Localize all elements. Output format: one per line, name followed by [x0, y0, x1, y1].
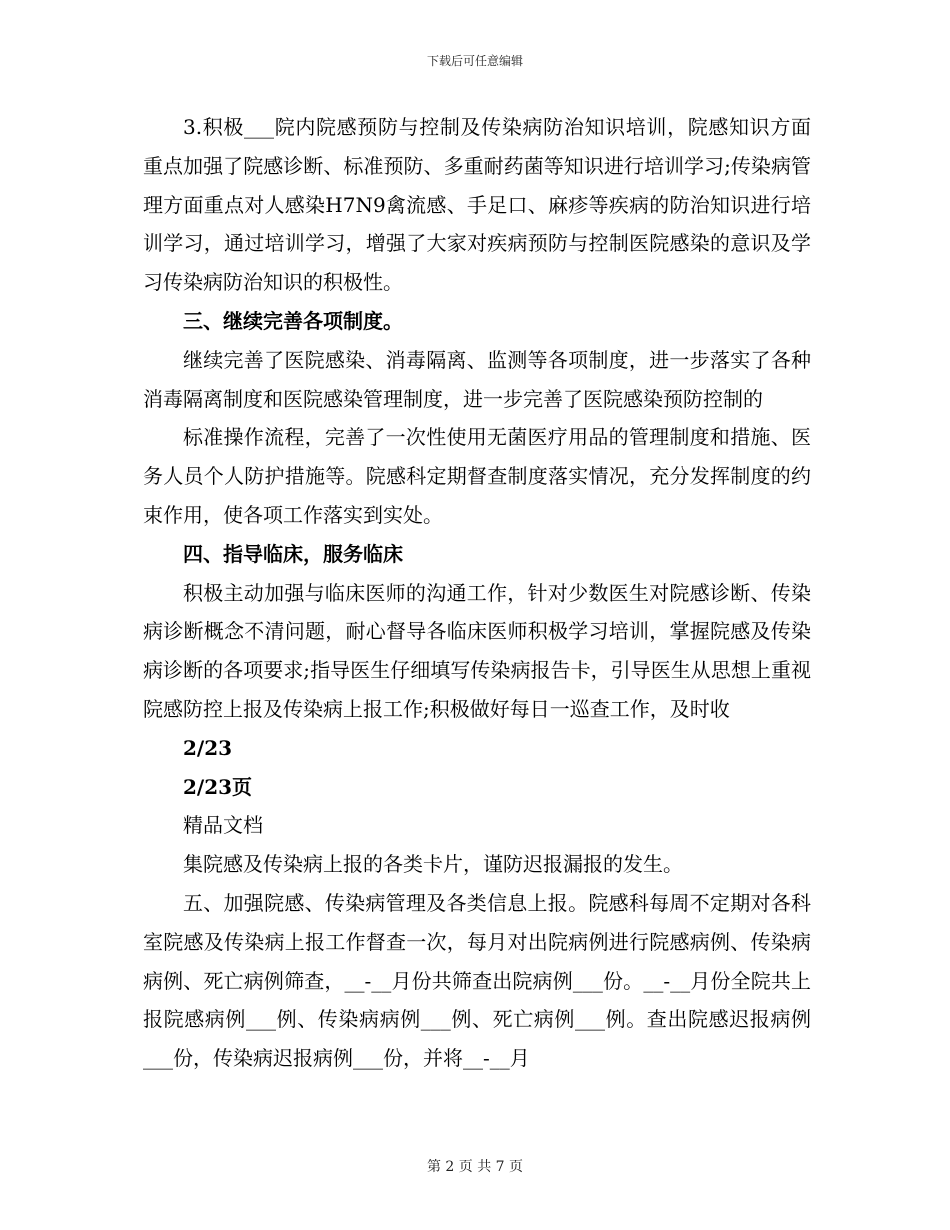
- page-marker-with-label: 2/23页: [183, 774, 253, 799]
- paragraph-procedures: 标准操作流程，完善了一次性使用无菌医疗用品的管理制度和措施、医务人员个人防护措施等。院感科定期督查制度落实情况，充分发挥制度的约束作用，使各项工作落实到实处。: [143, 425, 811, 527]
- page-footer: 第 2 页 共 7 页: [426, 1159, 524, 1175]
- paragraph-clinical: 积极主动加强与临床医师的沟通工作，针对少数医生对院感诊断、传染病诊断概念不清问题，耐心督导各临床医师积极学习培训，掌握院感及传染病诊断的各项要求;指导医生仔细填写传染病报告卡，引导医生从思想上重视院感防控上报及传染病上报工作;积极做好每日一巡查工作，及时收: [143, 580, 811, 721]
- paragraph-systems: 继续完善了医院感染、消毒隔离、监测等各项制度，进一步落实了各种消毒隔离制度和医院感染管理制度，进一步完善了医院感染预防控制的: [143, 347, 811, 411]
- section-heading-4: 四、指导临床，服务临床: [183, 541, 403, 566]
- paragraph-reporting: 五、加强院感、传染病管理及各类信息上报。院感科每周不定期对各科室院感及传染病上报工作督查一次，每月对出院病例进行院感病例、传染病病例、死亡病例筛查，__-__月份共筛查出院病例___份。__-__月份全院共上报院感病例___例、传染病病例___例、死亡病例___例。查出院感迟报病例___份，传染病迟报病例___份，并将__-__月: [143, 890, 811, 1071]
- paragraph-training: 3.积极___院内院感预防与控制及传染病防治知识培训，院感知识方面重点加强了院感诊断、标准预防、多重耐药菌等知识进行培训学习;传染病管理方面重点对人感染H7N9禽流感、手足口、麻疹等疾病的防治知识进行培训学习，通过培训学习，增强了大家对疾病预防与控制医院感染的意识及学习传染病防治知识的积极性。: [143, 115, 811, 295]
- document-body: [143, 108, 811, 1078]
- section-heading-3: 三、继续完善各项制度。: [183, 308, 403, 333]
- document-label: 精品文档: [183, 813, 263, 838]
- paragraph-cards: 集院感及传染病上报的各类卡片，谨防迟报漏报的发生。: [183, 852, 683, 877]
- page-header: 下载后可任意编辑: [426, 54, 523, 68]
- page-marker: 2/23: [183, 735, 233, 760]
